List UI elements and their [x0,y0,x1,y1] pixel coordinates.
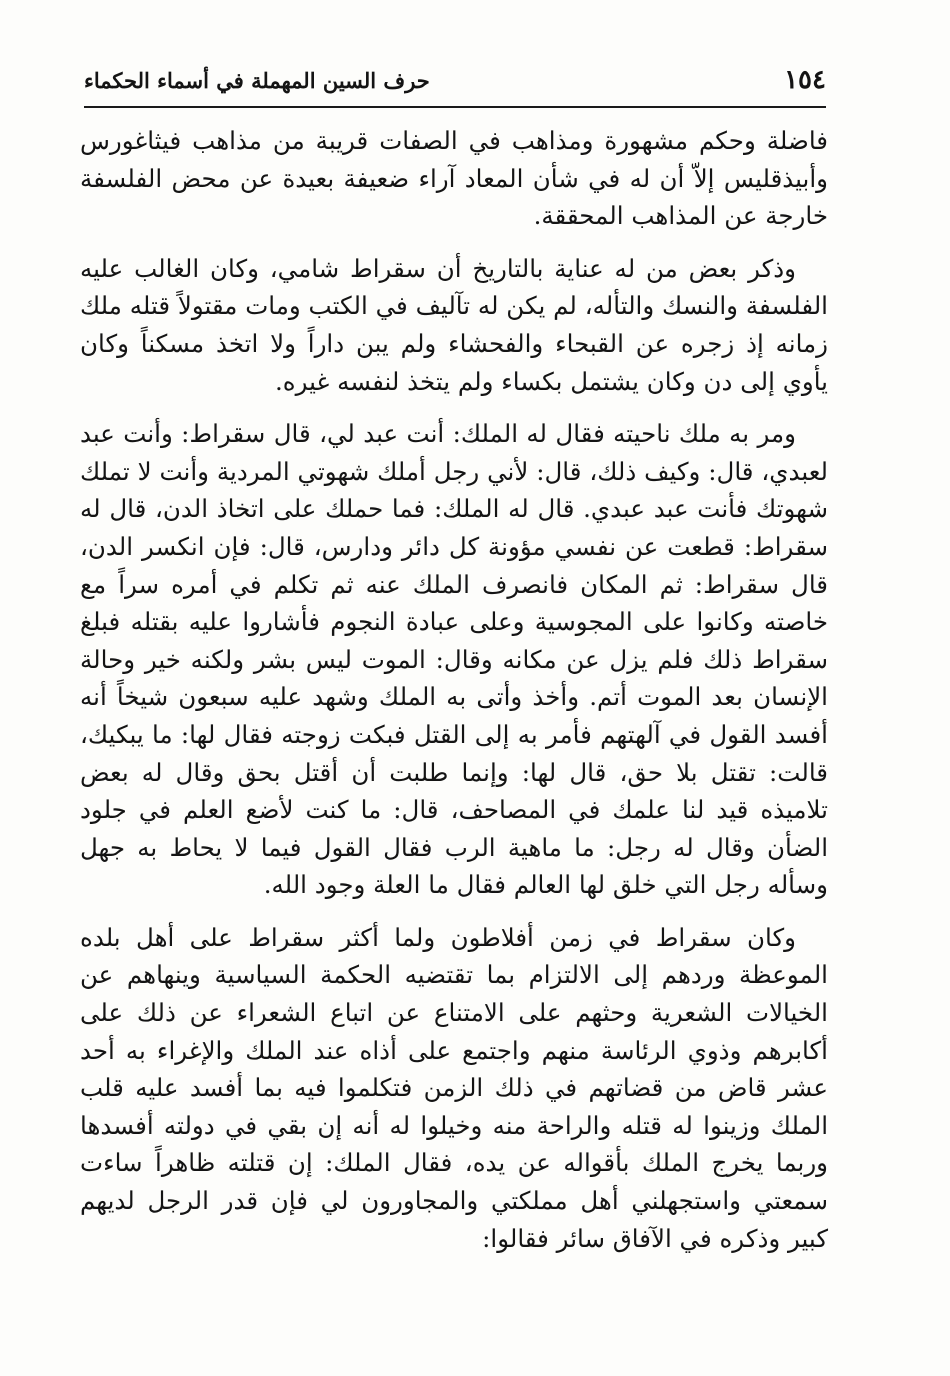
running-title: حرف السين المهملة في أسماء الحكماء [84,68,430,93]
paragraph-3: ومر به ملك ناحيته فقال له الملك: أنت عبد لي، قال سقراط: وأنت عبد لعبدي، قال: وكيف ذلك، قال: لأني رجل أملك شهوتي المردية وأنت لا تملك شهوتك فأنت عبد عبدي. قال له الملك: فما حملك على اتخاذ الدن، قال له سقراط: قطعت عن نفسي مؤونة كل دائر ودارس، قال: فإن انكسر الدن، قال سقراط: ثم المكان فانصرف الملك عنه ثم تكلم في أمره سراً مع خاصته وكانوا على المجوسية وعلى عبادة النجوم فأشاروا عليه بقتله فبلغ سقراط ذلك فلم يزل عن مكانه وقال: الموت ليس بشر ولكنه خير وحالة الإنسان بعد الموت أتم. وأخذ وأتى به الملك وشهد عليه سبعون شيخاً أنه أفسد القول في آلهتهم فأمر به إلى القتل فبكت زوجته فقال لها: ما يبكيك، قالت: تقتل بلا حق، قال لها: وإنما طلبت أن أقتل بحق وقال له بعض تلاميذه قيد لنا علمك في المصاحف، قال: ما كنت لأضع العلم في جلود الضأن وقال له رجل: ما ماهية الرب فقال القول فيما لا يحاط به جهل وسأله رجل التي خلق لها العالم فقال ما العلة وجود الله. [80,419,828,900]
paragraph-1: فاضلة وحكم مشهورة ومذاهب في الصفات قريبة من مذاهب فيثاغورس وأبيذقليس إلاّ أن له في شأن المعاد آراء ضعيفة بعيدة عن محض الفلسفة خارجة عن المذاهب المحققة. [80,126,828,231]
header-divider [84,106,826,108]
body-text [80,122,828,1272]
paragraph-2: وذكر بعض من له عناية بالتاريخ أن سقراط شامي، وكان الغالب عليه الفلسفة والنسك والتأله، لم يكن له تآليف في الكتب ومات مقتولاً قتله ملك زمانه إذ زجره عن القبحاء والفحشاء ولم يبن داراً ولا اتخذ مسكناً وكان يأوي إلى دن وكان يشتمل بكساء ولم يتخذ لنفسه غيره. [80,253,828,396]
paragraph-4: وكان سقراط في زمن أفلاطون ولما أكثر سقراط على أهل بلده الموعظة وردهم إلى الالتزام بما تقتضيه الحكمة السياسية وينهاهم عن الخيالات الشعرية وحثهم على الامتناع عن اتباع الشعراء عن ذلك على أكابرهم وذوي الرئاسة منهم واجتمع على أذاه عند الملك والإغراء به أحد عشر قاض من قضاتهم في ذلك الزمن فتكلموا فيه بما أفسد عليه قلب الملك وزينوا له قتله والراحة منه وخيلوا له أنه إن بقي في دولته أفسدها وربما يخرج الملك بأقواله عن يده، فقال الملك: إن قتلته ظاهراً ساءت سمعتي واستجهلني أهل مملكتي والمجاورون لي فإن قدر الرجل لديهم كبير وذكره في الآفاق سائر فقالوا: [80,922,828,1253]
page-number: ١٥٤ [784,65,826,95]
page-header [84,58,826,102]
